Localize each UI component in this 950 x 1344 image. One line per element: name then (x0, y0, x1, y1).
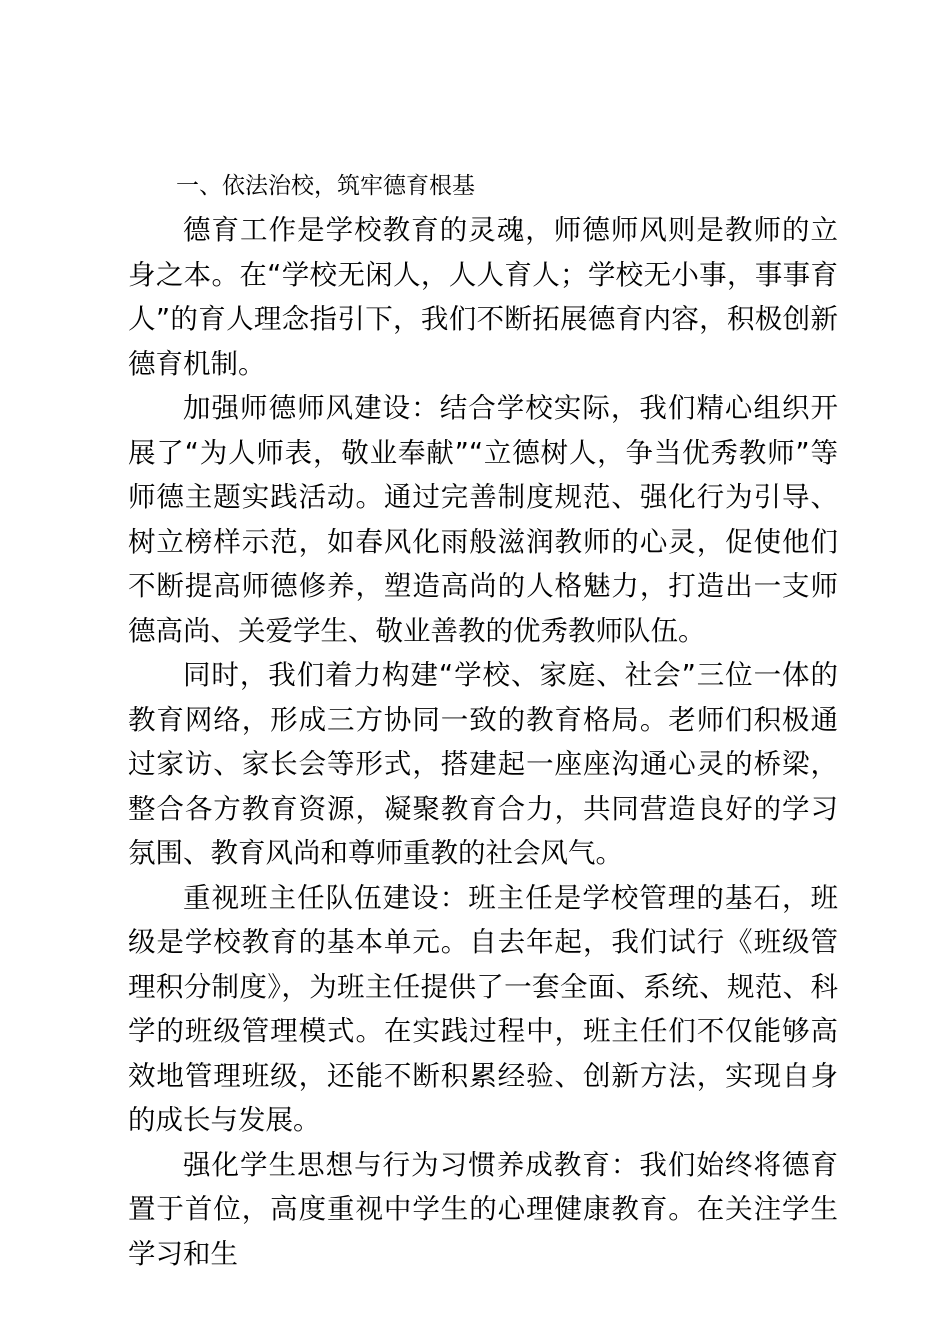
document-page (128, 170, 838, 1276)
paragraph-education-network: 同时，我们着力构建“学校、家庭、社会”三位一体的教育网络，形成三方协同一致的教育格局。老师们积极通过家访、家长会等形式，搭建起一座座沟通心灵的桥梁，整合各方教育资源，凝聚教育合力，共同营造良好的学习氛围、教育风尚和尊师重教的社会风气。 (128, 659, 838, 869)
paragraph-student-habits: 强化学生思想与行为习惯养成教育：我们始终将德育置于首位，高度重视中学生的心理健康教育。在关注学生学习和生 (128, 1148, 838, 1270)
section-heading: 一、依法治校，筑牢德育根基 (176, 173, 475, 199)
paragraph-head-teachers: 重视班主任队伍建设：班主任是学校管理的基石，班级是学校教育的基本单元。自去年起，我们试行《班级管理积分制度》，为班主任提供了一套全面、系统、规范、科学的班级管理模式。在实践过程中，班主任们不仅能够高效地管理班级，还能不断积累经验、创新方法，实现自身的成长与发展。 (128, 881, 838, 1136)
paragraph-intro: 德育工作是学校教育的灵魂，师德师风则是教师的立身之本。在“学校无闲人，人人育人；学校无小事，事事育人”的育人理念指引下，我们不断拓展德育内容，积极创新德育机制。 (128, 214, 838, 380)
paragraph-teacher-ethics: 加强师德师风建设：结合学校实际，我们精心组织开展了“为人师表，敬业奉献”“立德树人，争当优秀教师”等师德主题实践活动。通过完善制度规范、强化行为引导、树立榜样示范，如春风化雨般滋润教师的心灵，促使他们不断提高师德修养，塑造高尚的人格魅力，打造出一支师德高尚、关爱学生、敬业善教的优秀教师队伍。 (128, 392, 838, 647)
